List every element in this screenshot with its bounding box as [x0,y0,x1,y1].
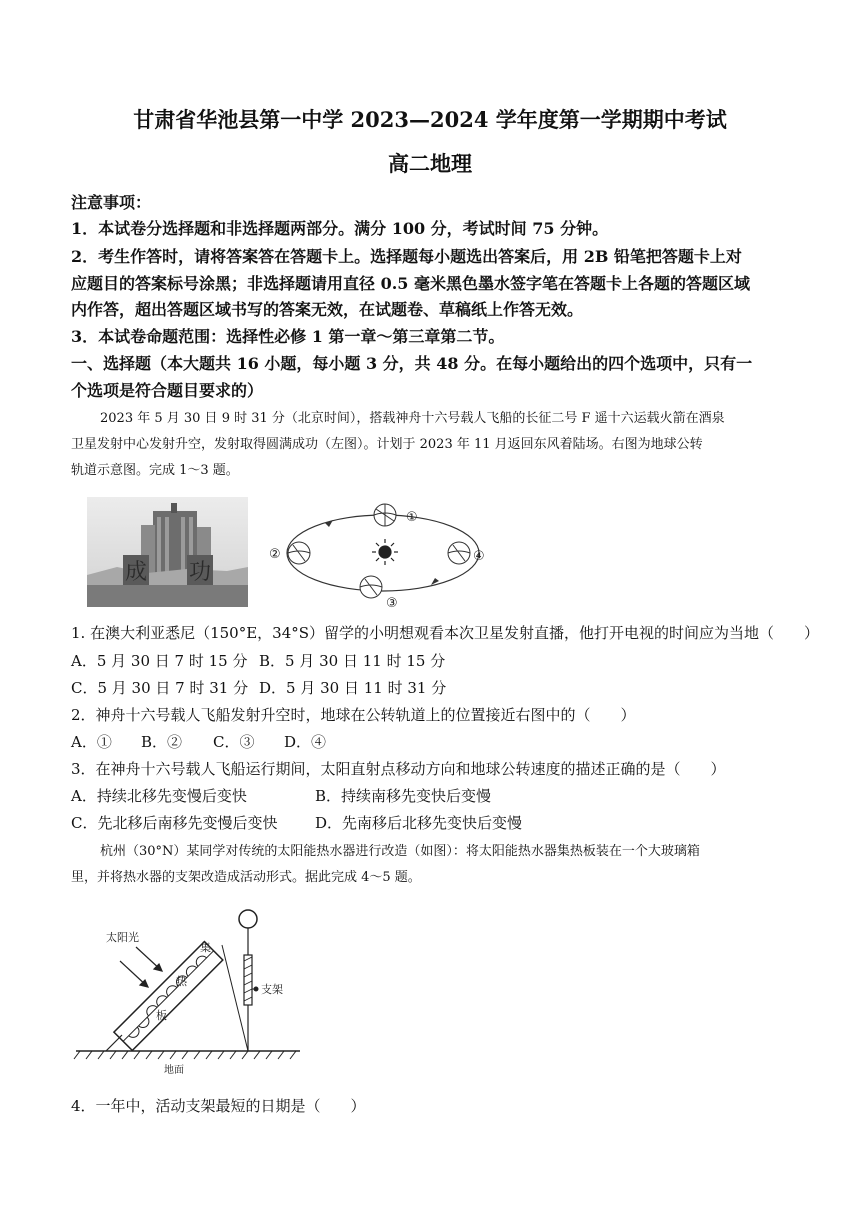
question-3-option-d[interactable]: D．先南移后北移先变快后变慢 [315,814,523,832]
page-title: 甘肃省华池县第一中学 2023—2024 学年度第一学期期中考试 [133,107,727,132]
orbit-label-1: ① [406,510,418,525]
section-heading-line-1: 一、选择题（本大题共 16 小题，每小题 3 分，共 48 分。在每小题给出的四个选项中，只有一 [71,354,753,373]
passage-1-line-3: 轨道示意图。完成 1～3 题。 [71,463,239,478]
earth-orbit-diagram [263,497,493,609]
passage-1-line-2: 卫星发射中心发射升空，发射取得圆满成功（左图）。计划于 2023 年 11 月返回东风着陆场。右图为地球公转 [71,437,703,452]
question-1-option-b[interactable]: B．5 月 30 日 11 时 15 分 [259,652,446,670]
earth-position-2 [288,542,310,564]
sunlight-label: 太阳光 [106,931,139,944]
notice-heading: 注意事项： [71,193,152,212]
notice-item-1: 1．本试卷分选择题和非选择题两部分。满分 100 分，考试时间 75 分钟。 [71,219,609,238]
question-3-option-a[interactable]: A．持续北移先变慢后变快 [71,787,247,805]
question-2-option-b[interactable]: B．② [141,733,183,751]
collector-label-2: 热 [176,975,187,988]
photo-character-right: 功 [188,560,212,585]
question-2-option-a[interactable]: A．① [71,733,112,751]
passage-1-line-1: 2023 年 5 月 30 日 9 时 31 分（北京时间），搭载神舟十六号载人飞船的长征二号 F 遥十六运载火箭在酒泉 [100,411,725,426]
orbit-label-4: ④ [473,549,485,564]
question-3-stem: 3．在神舟十六号载人飞船运行期间，太阳直射点移动方向和地球公转速度的描述正确的是（ ） [71,760,726,778]
question-2-stem: 2．神舟十六号载人飞船发射升空时，地球在公转轨道上的位置接近右图中的（ ） [71,706,636,724]
question-1-option-d[interactable]: D．5 月 30 日 11 时 31 分 [259,679,447,697]
question-3-option-c[interactable]: C．先北移后南移先变慢后变快 [71,814,278,832]
orbit-label-2: ② [269,547,281,562]
earth-position-1 [374,504,396,526]
sun-icon [372,539,398,565]
notice-item-2-line-3: 内作答，超出答题区域书写的答案无效，在试题卷、草稿纸上作答无效。 [71,300,584,319]
notice-item-2-line-2: 应题目的答案标号涂黑；非选择题请用直径 0.5 毫米黑色墨水签字笔在答题卡上各题的答题区域 [71,274,750,293]
orbit-label-3: ③ [386,596,398,609]
passage-2-line-2: 里，并将热水器的支架改造成活动形式。据此完成 4～5 题。 [71,870,421,885]
support-label: 支架 [261,983,283,996]
notice-item-2-line-1: 2．考生作答时，请将答案答在答题卡上。选择题每小题选出答案后，用 2B 铅笔把答题卡上对 [71,247,742,266]
question-3-option-b[interactable]: B．持续南移先变快后变慢 [315,787,492,805]
question-2-option-d[interactable]: D．④ [284,733,327,751]
question-1-option-a[interactable]: A．5 月 30 日 7 时 15 分 [71,652,248,670]
ground-label: 地面 [164,1065,184,1076]
page-subtitle: 高二地理 [388,151,472,176]
section-heading-line-2: 个选项是符合题目要求的） [71,381,264,400]
solar-heater-diagram [72,905,304,1077]
launch-photo [87,497,248,607]
collector-label-3: 板 [156,1009,167,1022]
photo-character-left: 成 [124,560,148,585]
question-1-stem: 1. 在澳大利亚悉尼（150°E，34°S）留学的小明想观看本次卫星发射直播，他打开电视的时间应为当地（ ） [71,624,820,642]
notice-item-3: 3．本试卷命题范围：选择性必修 1 第一章～第三章第二节。 [71,327,505,346]
question-1-option-c[interactable]: C．5 月 30 日 7 时 31 分 [71,679,249,697]
question-4-stem: 4．一年中，活动支架最短的日期是（ ） [71,1097,366,1115]
earth-position-4 [448,542,470,564]
passage-2-line-1: 杭州（30°N）某同学对传统的太阳能热水器进行改造（如图）：将太阳能热水器集热板装在一个大玻璃箱 [100,844,700,859]
collector-label-1: 集 [200,941,211,954]
earth-position-3 [360,576,382,598]
question-2-option-c[interactable]: C．③ [213,733,255,751]
